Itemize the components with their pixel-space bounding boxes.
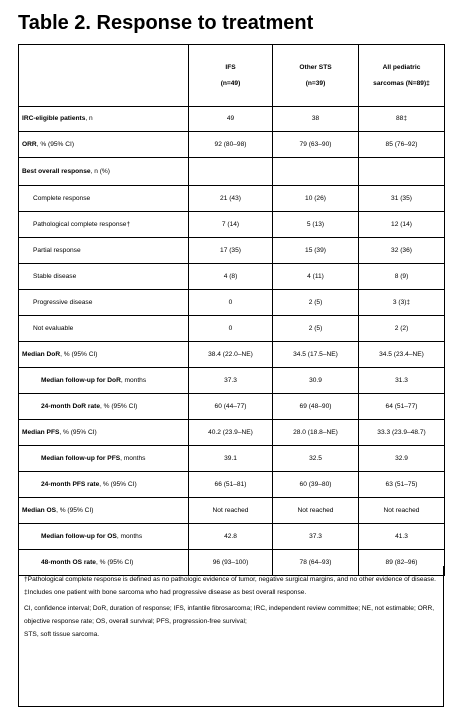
row-label: 48-month OS rate, % (95% CI) bbox=[19, 550, 189, 576]
cell: 89 (82–96) bbox=[359, 550, 445, 576]
header-all-sarcomas: All pediatric sarcomas (N=89)‡ bbox=[359, 45, 445, 107]
table-header-row bbox=[19, 45, 445, 107]
cell: 79 (63–90) bbox=[273, 132, 359, 158]
cell: 32.9 bbox=[359, 446, 445, 472]
cell: 60 (39–80) bbox=[273, 472, 359, 498]
cell: 4 (8) bbox=[189, 264, 273, 290]
cell: 37.3 bbox=[189, 368, 273, 394]
cell: 32 (36) bbox=[359, 238, 445, 264]
cell: 17 (35) bbox=[189, 238, 273, 264]
cell: Not reached bbox=[359, 498, 445, 524]
cell: 2 (5) bbox=[273, 290, 359, 316]
table-row bbox=[19, 132, 445, 158]
table-row bbox=[19, 158, 445, 186]
cell: 34.5 (23.4–NE) bbox=[359, 342, 445, 368]
cell bbox=[273, 158, 359, 186]
cell: 0 bbox=[189, 290, 273, 316]
table-row bbox=[19, 316, 445, 342]
row-label: Median follow-up for PFS, months bbox=[19, 446, 189, 472]
cell: 66 (51–81) bbox=[189, 472, 273, 498]
cell: 42.8 bbox=[189, 524, 273, 550]
table-row bbox=[19, 107, 445, 132]
row-label: Median PFS, % (95% CI) bbox=[19, 420, 189, 446]
cell bbox=[189, 158, 273, 186]
cell: 15 (39) bbox=[273, 238, 359, 264]
cell: 2 (2) bbox=[359, 316, 445, 342]
table-footnotes bbox=[18, 566, 444, 707]
row-label: IRC-eligible patients, n bbox=[19, 107, 189, 132]
cell: 63 (51–75) bbox=[359, 472, 445, 498]
table-row bbox=[19, 238, 445, 264]
table-row bbox=[19, 290, 445, 316]
cell: 31.3 bbox=[359, 368, 445, 394]
row-label: Median follow-up for DoR, months bbox=[19, 368, 189, 394]
cell: 34.5 (17.5–NE) bbox=[273, 342, 359, 368]
cell: 4 (11) bbox=[273, 264, 359, 290]
cell: 32.5 bbox=[273, 446, 359, 472]
cell: 88‡ bbox=[359, 107, 445, 132]
cell: 21 (43) bbox=[189, 186, 273, 212]
row-label: Partial response bbox=[19, 238, 189, 264]
table-row bbox=[19, 394, 445, 420]
cell: 28.0 (18.8–NE) bbox=[273, 420, 359, 446]
cell: 3 (3)‡ bbox=[359, 290, 445, 316]
cell: 96 (93–100) bbox=[189, 550, 273, 576]
cell bbox=[359, 158, 445, 186]
cell: 2 (5) bbox=[273, 316, 359, 342]
row-label: Best overall response, n (%) bbox=[19, 158, 189, 186]
footnote-abbreviations-cont: STS, soft tissue sarcoma. bbox=[24, 631, 100, 638]
row-label: Median follow-up for OS, months bbox=[19, 524, 189, 550]
table-row bbox=[19, 186, 445, 212]
row-label: Progressive disease bbox=[19, 290, 189, 316]
cell: 41.3 bbox=[359, 524, 445, 550]
cell: 85 (76–92) bbox=[359, 132, 445, 158]
row-label: Pathological complete response† bbox=[19, 212, 189, 238]
row-label: Stable disease bbox=[19, 264, 189, 290]
cell: Not reached bbox=[189, 498, 273, 524]
table-row bbox=[19, 368, 445, 394]
cell: 39.1 bbox=[189, 446, 273, 472]
table-row bbox=[19, 420, 445, 446]
table-row bbox=[19, 342, 445, 368]
header-ifs: IFS (n=49) bbox=[189, 45, 273, 107]
cell: 69 (48–90) bbox=[273, 394, 359, 420]
cell: 33.3 (23.9–48.7) bbox=[359, 420, 445, 446]
table-title: Table 2. Response to treatment bbox=[18, 12, 314, 34]
cell: 92 (80–98) bbox=[189, 132, 273, 158]
table-row bbox=[19, 446, 445, 472]
table-row bbox=[19, 524, 445, 550]
row-label: Median OS, % (95% CI) bbox=[19, 498, 189, 524]
cell: 37.3 bbox=[273, 524, 359, 550]
row-label: Median DoR, % (95% CI) bbox=[19, 342, 189, 368]
cell: 40.2 (23.9–NE) bbox=[189, 420, 273, 446]
cell: 31 (35) bbox=[359, 186, 445, 212]
row-label: Not evaluable bbox=[19, 316, 189, 342]
row-label: ORR, % (95% CI) bbox=[19, 132, 189, 158]
cell: 30.9 bbox=[273, 368, 359, 394]
header-empty-cell bbox=[19, 45, 189, 107]
cell: Not reached bbox=[273, 498, 359, 524]
footnote-abbreviations: CI, confidence interval; DoR, duration of response; IFS, infantile fibrosarcoma; IRC, independent review committee; NE, not estimable; ORR, objective response rate; OS, overall survival; PFS, progression-free survival; bbox=[24, 605, 435, 625]
table-row bbox=[19, 264, 445, 290]
cell: 7 (14) bbox=[189, 212, 273, 238]
footnote-definitions: †Pathological complete response is defined as no pathologic evidence of tumor, negative surgical margins, and no other evidence of disease. ‡Includes one patient with bone sarcoma who had progressive disease as best overall response. bbox=[24, 576, 436, 596]
cell: 49 bbox=[189, 107, 273, 132]
table-row bbox=[19, 498, 445, 524]
cell: 8 (9) bbox=[359, 264, 445, 290]
cell: 5 (13) bbox=[273, 212, 359, 238]
cell: 38.4 (22.0–NE) bbox=[189, 342, 273, 368]
table-row bbox=[19, 212, 445, 238]
cell: 12 (14) bbox=[359, 212, 445, 238]
row-label: 24-month PFS rate, % (95% CI) bbox=[19, 472, 189, 498]
header-other-sts: Other STS (n=39) bbox=[273, 45, 359, 107]
cell: 38 bbox=[273, 107, 359, 132]
cell: 78 (64–93) bbox=[273, 550, 359, 576]
row-label: Complete response bbox=[19, 186, 189, 212]
cell: 64 (51–77) bbox=[359, 394, 445, 420]
cell: 0 bbox=[189, 316, 273, 342]
cell: 10 (26) bbox=[273, 186, 359, 212]
row-label: 24-month DoR rate, % (95% CI) bbox=[19, 394, 189, 420]
response-table bbox=[18, 44, 445, 576]
table-row bbox=[19, 472, 445, 498]
cell: 60 (44–77) bbox=[189, 394, 273, 420]
